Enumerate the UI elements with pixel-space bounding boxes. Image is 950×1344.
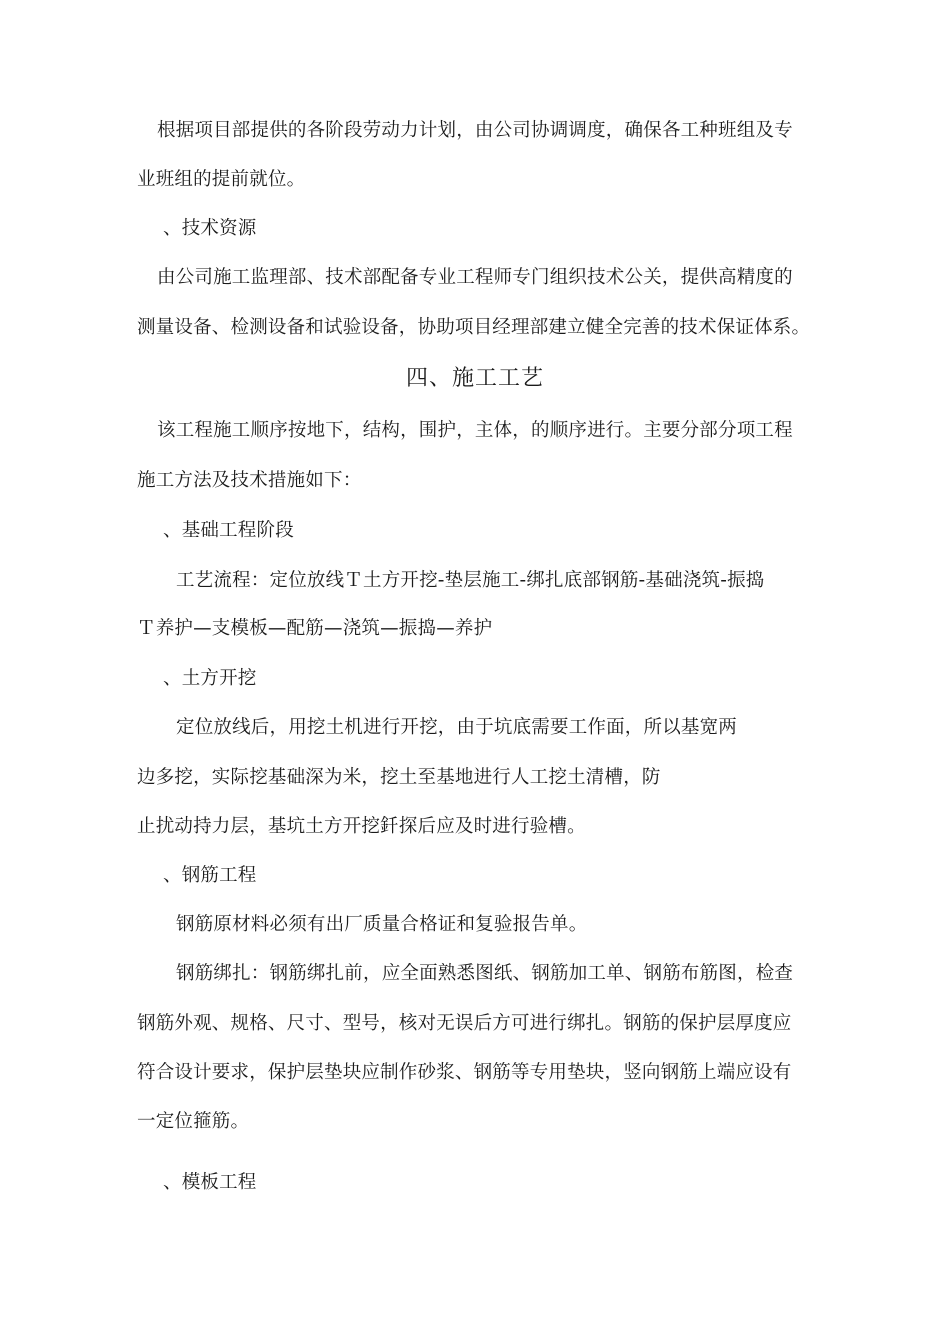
paragraph-process-line1: 工艺流程：定位放线Ｔ土方开挖-垫层施工-绑扎底部钢筋-基础浇筑-振捣 [176,570,765,591]
subheading-foundation: 、基础工程阶段 [163,520,294,541]
paragraph-rebar-binding-line4: 一定位箍筋。 [137,1111,250,1132]
paragraph-sequence-line2: 施工方法及技术措施如下： [137,470,362,491]
subheading-rebar: 、钢筋工程 [163,865,257,886]
paragraph-earthwork-line1: 定位放线后，用挖土机进行开挖，由于坑底需要工作面，所以基宽两 [176,717,738,738]
subheading-tech-resource: 、技术资源 [163,218,257,239]
paragraph-tech-line1: 由公司施工监理部、技术部配备专业工程师专门组织技术公关，提供高精度的 [157,267,793,288]
subheading-formwork: 、模板工程 [163,1172,257,1193]
paragraph-labor-line1: 根据项目部提供的各阶段劳动力计划，由公司协调调度，确保各工种班组及专 [157,120,793,141]
paragraph-rebar-binding-line3: 符合设计要求，保护层垫块应制作砂浆、钢筋等专用垫块，竖向钢筋上端应设有 [137,1062,792,1083]
paragraph-rebar-binding-line1: 钢筋绑扎：钢筋绑扎前，应全面熟悉图纸、钢筋加工单、钢筋布筋图，检查 [176,963,794,984]
paragraph-rebar-material: 钢筋原材料必须有出厂质量合格证和复验报告单。 [176,914,588,935]
section-title: 四、施工工艺 [405,366,544,391]
paragraph-earthwork-line2: 边多挖，实际挖基础深为米，挖土至基地进行人工挖土清槽，防 [137,767,661,788]
subheading-earthwork: 、土方开挖 [163,668,257,689]
paragraph-sequence-line1: 该工程施工顺序按地下，结构，围护，主体，的顺序进行。主要分部分项工程 [157,420,793,441]
paragraph-rebar-binding-line2: 钢筋外观、规格、尺寸、型号，核对无误后方可进行绑扎。钢筋的保护层厚度应 [137,1013,792,1034]
paragraph-tech-line2: 测量设备、检测设备和试验设备，协助项目经理部建立健全完善的技术保证体系。 [137,317,811,338]
paragraph-earthwork-line3: 止扰动持力层，基坑土方开挖釺探后应及时进行验槽。 [137,816,586,837]
paragraph-labor-line2: 业班组的提前就位。 [137,169,306,190]
paragraph-process-line2: Ｔ养护—支模板—配筋—浇筑—振捣—养护 [137,618,493,639]
